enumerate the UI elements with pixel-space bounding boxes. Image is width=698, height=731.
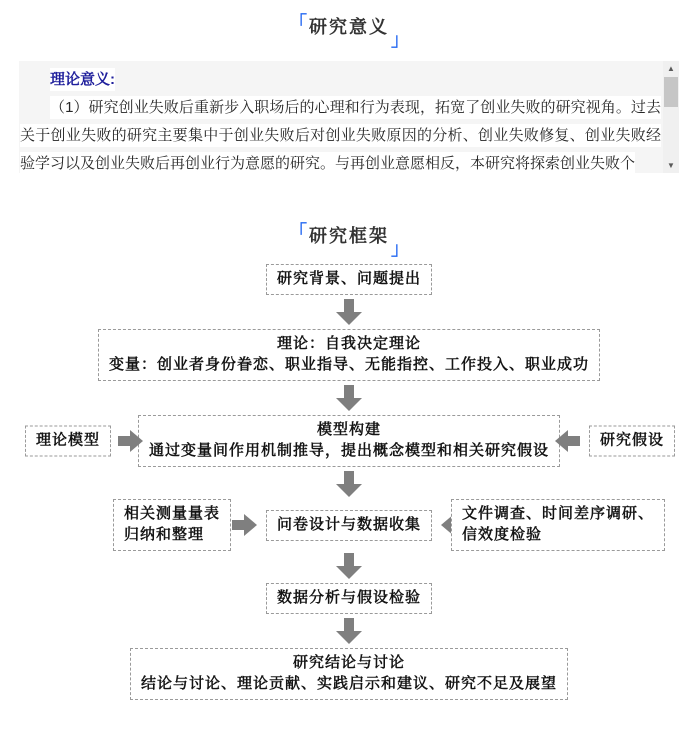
scroll-up-button[interactable] — [663, 61, 679, 76]
framework-title: 研究框架 — [309, 226, 389, 246]
scrollbar-track[interactable] — [663, 76, 679, 158]
section-title-framework — [0, 222, 698, 259]
significance-text-panel[interactable] — [19, 61, 679, 173]
down-arrow-icon — [336, 299, 362, 325]
down-arrow-icon — [336, 553, 362, 579]
scroll-down-icon: ▼ — [667, 160, 675, 170]
flow-box-theory-model: 理论模型 — [25, 426, 111, 457]
flow-box-hypothesis: 研究假设 — [589, 426, 675, 457]
flow-box-data-analysis: 数据分析与假设检验 — [266, 583, 432, 614]
flow-box-measurement-scales: 相关测量量表 归纳和整理 — [113, 499, 231, 551]
right-arrow-icon — [232, 514, 257, 536]
flow-row-model — [0, 415, 698, 467]
significance-paragraph: （1）研究创业失败后重新步入职场后的心理和行为表现，拓宽了创业失败的研究视角。过去关于创业失败的研究主要集中于创业失败后对创业失败原因的分析、创业失败修复、创业失败经验学习以及创业失败后再创业行为意愿的研究。与再创业意愿相反，本研究将探索创业失败个 — [20, 94, 661, 173]
research-framework-flowchart — [0, 264, 698, 700]
section-title-significance — [0, 0, 698, 50]
flow-box-theory-variables: 理论：自我决定理论 变量：创业者身份眷恋、职业指导、无能指控、工作投入、职业成功 — [98, 329, 600, 381]
corner-bracket-open-icon: 「 — [289, 222, 307, 242]
down-arrow-icon — [336, 471, 362, 497]
flow-box-conclusion: 研究结论与讨论 结论与讨论、理论贡献、实践启示和建议、研究不足及展望 — [130, 648, 568, 700]
corner-bracket-open-icon: 「 — [289, 13, 307, 33]
flow-box-survey-design: 问卷设计与数据收集 — [266, 510, 432, 541]
flow-row-survey — [0, 501, 698, 549]
corner-bracket-close-icon: 」 — [391, 30, 409, 50]
corner-bracket-close-icon: 」 — [391, 239, 409, 259]
right-arrow-icon — [118, 430, 143, 452]
scroll-down-button[interactable] — [663, 158, 679, 173]
vertical-scrollbar[interactable] — [663, 61, 679, 173]
flow-box-background-question: 研究背景、问题提出 — [266, 264, 432, 295]
significance-heading: 理论意义: — [20, 66, 661, 94]
left-arrow-icon — [555, 430, 580, 452]
flow-box-model-construction: 模型构建 通过变量间作用机制推导，提出概念模型和相关研究假设 — [138, 415, 560, 467]
down-arrow-icon — [336, 385, 362, 411]
significance-text-content — [19, 61, 662, 173]
down-arrow-icon — [336, 618, 362, 644]
scrollbar-thumb[interactable] — [664, 77, 678, 107]
scroll-up-icon: ▲ — [667, 63, 675, 73]
page-title: 研究意义 — [309, 17, 389, 37]
flow-box-survey-methods: 文件调查、时间差序调研、 信效度检验 — [451, 499, 665, 551]
